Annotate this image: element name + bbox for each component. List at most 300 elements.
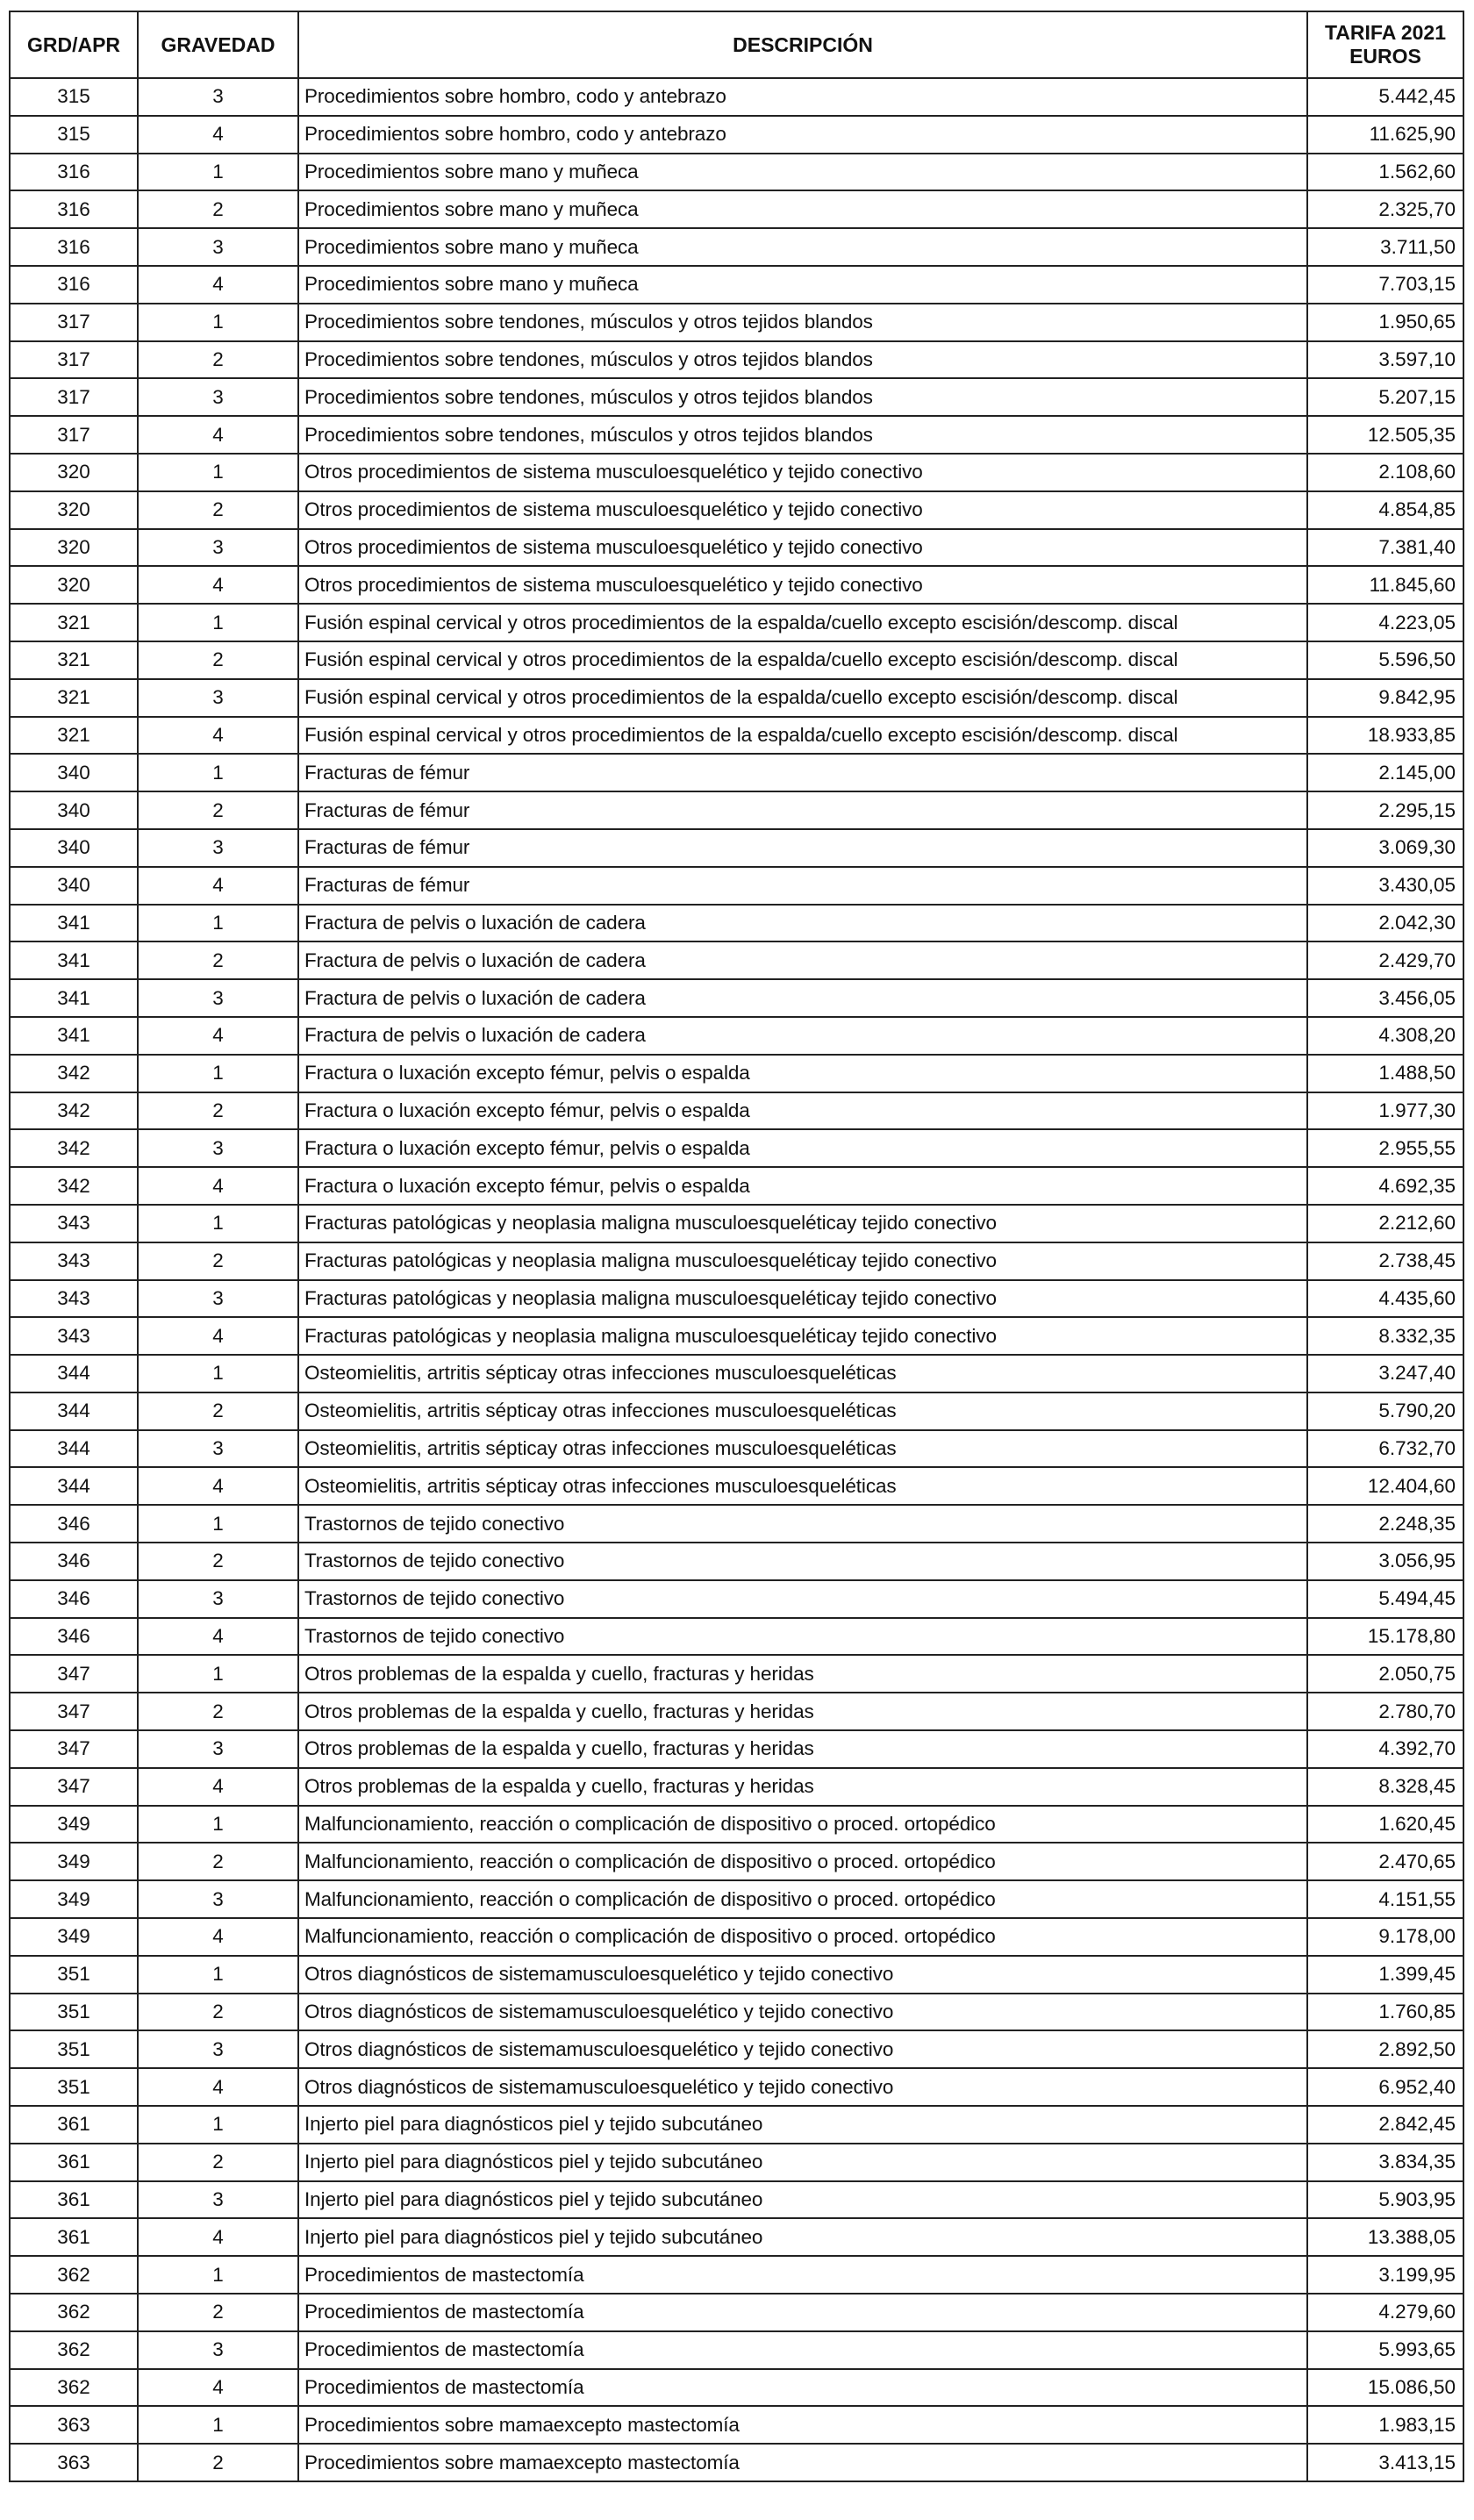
cell-gravedad: 4 <box>138 1918 298 1956</box>
cell-descripcion: Procedimientos sobre mamaexcepto mastectomía <box>298 2406 1307 2444</box>
cell-grd-apr: 340 <box>10 754 138 791</box>
cell-descripcion: Procedimientos de mastectomía <box>298 2369 1307 2407</box>
cell-gravedad: 1 <box>138 1055 298 1092</box>
cell-descripcion: Otros diagnósticos de sistemamusculoesquelético y tejido conectivo <box>298 1994 1307 2031</box>
table-row <box>10 717 1463 755</box>
header-gravedad: GRAVEDAD <box>138 11 298 78</box>
cell-tarifa: 1.950,65 <box>1307 304 1463 341</box>
cell-gravedad: 4 <box>138 2369 298 2407</box>
cell-gravedad: 4 <box>138 1618 298 1656</box>
cell-gravedad: 4 <box>138 1768 298 1806</box>
cell-grd-apr: 343 <box>10 1317 138 1355</box>
cell-grd-apr: 349 <box>10 1918 138 1956</box>
table-row <box>10 2256 1463 2294</box>
cell-descripcion: Procedimientos de mastectomía <box>298 2256 1307 2294</box>
cell-descripcion: Procedimientos sobre mamaexcepto mastectomía <box>298 2444 1307 2481</box>
table-row <box>10 1317 1463 1355</box>
cell-gravedad: 3 <box>138 2030 298 2068</box>
cell-grd-apr: 344 <box>10 1355 138 1392</box>
cell-gravedad: 1 <box>138 905 298 942</box>
cell-tarifa: 1.562,60 <box>1307 154 1463 191</box>
table-row <box>10 1843 1463 1880</box>
cell-grd-apr: 342 <box>10 1055 138 1092</box>
cell-gravedad: 3 <box>138 378 298 416</box>
cell-gravedad: 3 <box>138 2181 298 2219</box>
cell-grd-apr: 347 <box>10 1768 138 1806</box>
table-row <box>10 566 1463 604</box>
cell-descripcion: Fracturas patológicas y neoplasia maligna musculoesqueléticay tejido conectivo <box>298 1242 1307 1280</box>
cell-tarifa: 2.248,35 <box>1307 1505 1463 1543</box>
cell-tarifa: 5.903,95 <box>1307 2181 1463 2219</box>
cell-tarifa: 2.955,55 <box>1307 1129 1463 1167</box>
cell-gravedad: 2 <box>138 1092 298 1130</box>
cell-descripcion: Procedimientos sobre hombro, codo y antebrazo <box>298 78 1307 116</box>
cell-tarifa: 2.108,60 <box>1307 454 1463 491</box>
cell-descripcion: Otros diagnósticos de sistemamusculoesquelético y tejido conectivo <box>298 2030 1307 2068</box>
cell-tarifa: 12.404,60 <box>1307 1467 1463 1505</box>
cell-grd-apr: 341 <box>10 979 138 1017</box>
cell-descripcion: Fracturas de fémur <box>298 754 1307 791</box>
cell-tarifa: 4.279,60 <box>1307 2294 1463 2331</box>
cell-tarifa: 5.790,20 <box>1307 1392 1463 1430</box>
cell-tarifa: 3.834,35 <box>1307 2144 1463 2181</box>
cell-tarifa: 3.413,15 <box>1307 2444 1463 2481</box>
cell-tarifa: 2.145,00 <box>1307 754 1463 791</box>
cell-tarifa: 2.738,45 <box>1307 1242 1463 1280</box>
cell-tarifa: 8.332,35 <box>1307 1317 1463 1355</box>
cell-descripcion: Trastornos de tejido conectivo <box>298 1505 1307 1543</box>
table-row <box>10 378 1463 416</box>
cell-tarifa: 6.952,40 <box>1307 2068 1463 2106</box>
cell-tarifa: 9.178,00 <box>1307 1918 1463 1956</box>
cell-descripcion: Fractura o luxación excepto fémur, pelvis o espalda <box>298 1129 1307 1167</box>
table-row <box>10 1994 1463 2031</box>
header-grd-apr: GRD/APR <box>10 11 138 78</box>
table-row <box>10 1055 1463 1092</box>
table-row <box>10 190 1463 228</box>
table-row <box>10 905 1463 942</box>
cell-descripcion: Otros procedimientos de sistema musculoesquelético y tejido conectivo <box>298 566 1307 604</box>
cell-tarifa: 2.429,70 <box>1307 941 1463 979</box>
cell-grd-apr: 321 <box>10 604 138 641</box>
table-row <box>10 829 1463 867</box>
cell-gravedad: 2 <box>138 791 298 829</box>
table-row <box>10 1167 1463 1205</box>
cell-descripcion: Procedimientos sobre hombro, codo y antebrazo <box>298 116 1307 154</box>
cell-gravedad: 4 <box>138 1317 298 1355</box>
cell-grd-apr: 344 <box>10 1430 138 1468</box>
cell-tarifa: 2.295,15 <box>1307 791 1463 829</box>
cell-gravedad: 3 <box>138 1280 298 1318</box>
cell-gravedad: 1 <box>138 1355 298 1392</box>
cell-tarifa: 1.977,30 <box>1307 1092 1463 1130</box>
cell-gravedad: 2 <box>138 1543 298 1580</box>
cell-gravedad: 1 <box>138 1806 298 1843</box>
table-row <box>10 1806 1463 1843</box>
table-body <box>10 78 1463 2481</box>
cell-descripcion: Procedimientos sobre mano y muñeca <box>298 266 1307 304</box>
cell-grd-apr: 343 <box>10 1280 138 1318</box>
cell-descripcion: Procedimientos sobre tendones, músculos y otros tejidos blandos <box>298 416 1307 454</box>
cell-tarifa: 2.780,70 <box>1307 1693 1463 1730</box>
cell-gravedad: 4 <box>138 1167 298 1205</box>
cell-grd-apr: 342 <box>10 1167 138 1205</box>
cell-gravedad: 3 <box>138 228 298 266</box>
table-row <box>10 341 1463 379</box>
cell-grd-apr: 341 <box>10 905 138 942</box>
cell-descripcion: Fusión espinal cervical y otros procedimientos de la espalda/cuello excepto escisión/descomp. discal <box>298 604 1307 641</box>
cell-grd-apr: 347 <box>10 1693 138 1730</box>
cell-descripcion: Fusión espinal cervical y otros procedimientos de la espalda/cuello excepto escisión/descomp. discal <box>298 679 1307 717</box>
cell-tarifa: 1.620,45 <box>1307 1806 1463 1843</box>
cell-tarifa: 3.199,95 <box>1307 2256 1463 2294</box>
cell-tarifa: 5.207,15 <box>1307 378 1463 416</box>
table-row <box>10 867 1463 905</box>
table-row <box>10 454 1463 491</box>
cell-gravedad: 1 <box>138 1505 298 1543</box>
cell-grd-apr: 316 <box>10 228 138 266</box>
table-row <box>10 1505 1463 1543</box>
table-row <box>10 791 1463 829</box>
table-row <box>10 2144 1463 2181</box>
cell-grd-apr: 362 <box>10 2256 138 2294</box>
cell-gravedad: 4 <box>138 416 298 454</box>
table-row <box>10 2181 1463 2219</box>
cell-descripcion: Otros procedimientos de sistema musculoesquelético y tejido conectivo <box>298 454 1307 491</box>
cell-gravedad: 2 <box>138 1994 298 2031</box>
cell-descripcion: Osteomielitis, artritis sépticay otras infecciones musculoesqueléticas <box>298 1392 1307 1430</box>
cell-descripcion: Fusión espinal cervical y otros procedimientos de la espalda/cuello excepto escisión/descomp. discal <box>298 717 1307 755</box>
cell-gravedad: 1 <box>138 304 298 341</box>
cell-grd-apr: 351 <box>10 2068 138 2106</box>
cell-descripcion: Otros problemas de la espalda y cuello, fracturas y heridas <box>298 1768 1307 1806</box>
cell-descripcion: Otros diagnósticos de sistemamusculoesquelético y tejido conectivo <box>298 1956 1307 1994</box>
cell-grd-apr: 321 <box>10 679 138 717</box>
tariff-table <box>9 11 1464 2482</box>
table-row <box>10 641 1463 679</box>
cell-grd-apr: 363 <box>10 2406 138 2444</box>
cell-tarifa: 4.692,35 <box>1307 1167 1463 1205</box>
cell-tarifa: 4.151,55 <box>1307 1880 1463 1918</box>
cell-gravedad: 1 <box>138 1956 298 1994</box>
cell-gravedad: 2 <box>138 2144 298 2181</box>
cell-descripcion: Trastornos de tejido conectivo <box>298 1580 1307 1618</box>
cell-grd-apr: 342 <box>10 1129 138 1167</box>
cell-grd-apr: 315 <box>10 78 138 116</box>
cell-descripcion: Fractura o luxación excepto fémur, pelvis o espalda <box>298 1092 1307 1130</box>
table-row <box>10 604 1463 641</box>
table-row <box>10 1655 1463 1693</box>
table-row <box>10 116 1463 154</box>
cell-descripcion: Fractura de pelvis o luxación de cadera <box>298 1017 1307 1055</box>
cell-grd-apr: 340 <box>10 867 138 905</box>
cell-descripcion: Trastornos de tejido conectivo <box>298 1618 1307 1656</box>
cell-descripcion: Procedimientos sobre mano y muñeca <box>298 190 1307 228</box>
table-row <box>10 754 1463 791</box>
table-row <box>10 2218 1463 2256</box>
cell-gravedad: 1 <box>138 2406 298 2444</box>
cell-grd-apr: 346 <box>10 1618 138 1656</box>
table-row <box>10 1956 1463 1994</box>
table-row <box>10 2294 1463 2331</box>
cell-descripcion: Fracturas de fémur <box>298 867 1307 905</box>
cell-grd-apr: 317 <box>10 378 138 416</box>
cell-gravedad: 3 <box>138 1430 298 1468</box>
cell-gravedad: 2 <box>138 1693 298 1730</box>
cell-grd-apr: 316 <box>10 154 138 191</box>
cell-gravedad: 3 <box>138 1580 298 1618</box>
cell-gravedad: 2 <box>138 341 298 379</box>
cell-gravedad: 2 <box>138 1242 298 1280</box>
cell-grd-apr: 320 <box>10 454 138 491</box>
table-row <box>10 491 1463 529</box>
table-row <box>10 1355 1463 1392</box>
cell-descripcion: Procedimientos sobre mano y muñeca <box>298 228 1307 266</box>
table-row <box>10 529 1463 567</box>
cell-grd-apr: 316 <box>10 190 138 228</box>
cell-grd-apr: 351 <box>10 1994 138 2031</box>
cell-descripcion: Fractura de pelvis o luxación de cadera <box>298 941 1307 979</box>
cell-grd-apr: 321 <box>10 641 138 679</box>
cell-grd-apr: 343 <box>10 1242 138 1280</box>
table-row <box>10 2406 1463 2444</box>
cell-gravedad: 2 <box>138 2294 298 2331</box>
cell-grd-apr: 317 <box>10 341 138 379</box>
cell-descripcion: Procedimientos de mastectomía <box>298 2294 1307 2331</box>
cell-descripcion: Otros problemas de la espalda y cuello, fracturas y heridas <box>298 1730 1307 1768</box>
cell-tarifa: 11.845,60 <box>1307 566 1463 604</box>
cell-tarifa: 3.430,05 <box>1307 867 1463 905</box>
cell-tarifa: 7.703,15 <box>1307 266 1463 304</box>
cell-descripcion: Malfuncionamiento, reacción o complicación de dispositivo o proced. ortopédico <box>298 1918 1307 1956</box>
cell-gravedad: 1 <box>138 2106 298 2144</box>
cell-grd-apr: 344 <box>10 1392 138 1430</box>
cell-grd-apr: 340 <box>10 791 138 829</box>
header-tarifa-line1: TARIFA 2021 <box>1324 21 1447 44</box>
cell-tarifa: 5.494,45 <box>1307 1580 1463 1618</box>
cell-tarifa: 4.308,20 <box>1307 1017 1463 1055</box>
cell-tarifa: 6.732,70 <box>1307 1430 1463 1468</box>
cell-tarifa: 3.597,10 <box>1307 341 1463 379</box>
cell-gravedad: 3 <box>138 829 298 867</box>
cell-gravedad: 1 <box>138 604 298 641</box>
cell-descripcion: Fracturas de fémur <box>298 791 1307 829</box>
cell-gravedad: 2 <box>138 2444 298 2481</box>
cell-grd-apr: 362 <box>10 2294 138 2331</box>
cell-descripcion: Malfuncionamiento, reacción o complicación de dispositivo o proced. ortopédico <box>298 1843 1307 1880</box>
table-row <box>10 78 1463 116</box>
cell-tarifa: 18.933,85 <box>1307 717 1463 755</box>
cell-tarifa: 15.086,50 <box>1307 2369 1463 2407</box>
cell-tarifa: 12.505,35 <box>1307 416 1463 454</box>
header-tarifa-line2: EUROS <box>1349 45 1421 68</box>
table-row <box>10 1693 1463 1730</box>
cell-tarifa: 5.442,45 <box>1307 78 1463 116</box>
table-row <box>10 416 1463 454</box>
cell-descripcion: Fractura de pelvis o luxación de cadera <box>298 905 1307 942</box>
table-row <box>10 1918 1463 1956</box>
cell-tarifa: 3.056,95 <box>1307 1543 1463 1580</box>
cell-grd-apr: 346 <box>10 1543 138 1580</box>
cell-gravedad: 3 <box>138 1730 298 1768</box>
cell-tarifa: 1.983,15 <box>1307 2406 1463 2444</box>
table-row <box>10 1880 1463 1918</box>
cell-tarifa: 2.042,30 <box>1307 905 1463 942</box>
table-row <box>10 679 1463 717</box>
cell-gravedad: 1 <box>138 754 298 791</box>
cell-grd-apr: 351 <box>10 1956 138 1994</box>
table-row <box>10 1392 1463 1430</box>
cell-gravedad: 2 <box>138 641 298 679</box>
cell-descripcion: Fractura de pelvis o luxación de cadera <box>298 979 1307 1017</box>
cell-tarifa: 13.388,05 <box>1307 2218 1463 2256</box>
table-row <box>10 304 1463 341</box>
table-row <box>10 1430 1463 1468</box>
cell-grd-apr: 317 <box>10 304 138 341</box>
cell-gravedad: 3 <box>138 2331 298 2369</box>
cell-tarifa: 7.381,40 <box>1307 529 1463 567</box>
cell-tarifa: 5.596,50 <box>1307 641 1463 679</box>
table-row <box>10 1730 1463 1768</box>
cell-gravedad: 1 <box>138 154 298 191</box>
cell-descripcion: Fracturas patológicas y neoplasia maligna musculoesqueléticay tejido conectivo <box>298 1280 1307 1318</box>
cell-descripcion: Malfuncionamiento, reacción o complicación de dispositivo o proced. ortopédico <box>298 1880 1307 1918</box>
header-tarifa <box>1307 11 1463 78</box>
cell-descripcion: Fracturas patológicas y neoplasia maligna musculoesqueléticay tejido conectivo <box>298 1205 1307 1242</box>
table-row <box>10 1467 1463 1505</box>
cell-descripcion: Injerto piel para diagnósticos piel y tejido subcutáneo <box>298 2181 1307 2219</box>
table-row <box>10 154 1463 191</box>
cell-tarifa: 15.178,80 <box>1307 1618 1463 1656</box>
table-row <box>10 2068 1463 2106</box>
cell-tarifa: 8.328,45 <box>1307 1768 1463 1806</box>
cell-descripcion: Fractura o luxación excepto fémur, pelvis o espalda <box>298 1055 1307 1092</box>
cell-grd-apr: 361 <box>10 2181 138 2219</box>
cell-gravedad: 1 <box>138 454 298 491</box>
cell-tarifa: 3.711,50 <box>1307 228 1463 266</box>
cell-gravedad: 4 <box>138 116 298 154</box>
table-row <box>10 2369 1463 2407</box>
table-row <box>10 1543 1463 1580</box>
cell-gravedad: 4 <box>138 867 298 905</box>
cell-grd-apr: 361 <box>10 2218 138 2256</box>
cell-tarifa: 3.069,30 <box>1307 829 1463 867</box>
cell-tarifa: 2.892,50 <box>1307 2030 1463 2068</box>
cell-descripcion: Fractura o luxación excepto fémur, pelvis o espalda <box>298 1167 1307 1205</box>
cell-tarifa: 2.212,60 <box>1307 1205 1463 1242</box>
cell-gravedad: 2 <box>138 491 298 529</box>
cell-descripcion: Otros procedimientos de sistema musculoesquelético y tejido conectivo <box>298 491 1307 529</box>
cell-descripcion: Procedimientos de mastectomía <box>298 2331 1307 2369</box>
cell-tarifa: 9.842,95 <box>1307 679 1463 717</box>
cell-tarifa: 4.435,60 <box>1307 1280 1463 1318</box>
cell-gravedad: 4 <box>138 2068 298 2106</box>
cell-grd-apr: 321 <box>10 717 138 755</box>
table-header-row <box>10 11 1463 78</box>
cell-descripcion: Procedimientos sobre mano y muñeca <box>298 154 1307 191</box>
cell-descripcion: Osteomielitis, artritis sépticay otras infecciones musculoesqueléticas <box>298 1355 1307 1392</box>
cell-descripcion: Osteomielitis, artritis sépticay otras infecciones musculoesqueléticas <box>298 1430 1307 1468</box>
cell-grd-apr: 349 <box>10 1843 138 1880</box>
table-row <box>10 1017 1463 1055</box>
cell-gravedad: 1 <box>138 2256 298 2294</box>
cell-tarifa: 1.399,45 <box>1307 1956 1463 1994</box>
cell-gravedad: 2 <box>138 190 298 228</box>
cell-grd-apr: 316 <box>10 266 138 304</box>
table-row <box>10 1092 1463 1130</box>
cell-descripcion: Fracturas patológicas y neoplasia maligna musculoesqueléticay tejido conectivo <box>298 1317 1307 1355</box>
cell-gravedad: 4 <box>138 566 298 604</box>
cell-descripcion: Injerto piel para diagnósticos piel y tejido subcutáneo <box>298 2106 1307 2144</box>
cell-gravedad: 4 <box>138 1017 298 1055</box>
cell-grd-apr: 349 <box>10 1880 138 1918</box>
table-row <box>10 1242 1463 1280</box>
cell-grd-apr: 346 <box>10 1580 138 1618</box>
cell-descripcion: Fracturas de fémur <box>298 829 1307 867</box>
cell-grd-apr: 343 <box>10 1205 138 1242</box>
cell-tarifa: 2.325,70 <box>1307 190 1463 228</box>
cell-gravedad: 3 <box>138 1129 298 1167</box>
cell-grd-apr: 341 <box>10 941 138 979</box>
cell-gravedad: 3 <box>138 679 298 717</box>
table-row <box>10 2106 1463 2144</box>
cell-grd-apr: 351 <box>10 2030 138 2068</box>
cell-tarifa: 3.456,05 <box>1307 979 1463 1017</box>
cell-grd-apr: 342 <box>10 1092 138 1130</box>
cell-descripcion: Injerto piel para diagnósticos piel y tejido subcutáneo <box>298 2144 1307 2181</box>
table-row <box>10 941 1463 979</box>
cell-tarifa: 2.470,65 <box>1307 1843 1463 1880</box>
cell-grd-apr: 320 <box>10 529 138 567</box>
cell-grd-apr: 362 <box>10 2369 138 2407</box>
cell-gravedad: 3 <box>138 979 298 1017</box>
cell-descripcion: Osteomielitis, artritis sépticay otras infecciones musculoesqueléticas <box>298 1467 1307 1505</box>
cell-descripcion: Otros problemas de la espalda y cuello, fracturas y heridas <box>298 1693 1307 1730</box>
cell-grd-apr: 349 <box>10 1806 138 1843</box>
table-row <box>10 1618 1463 1656</box>
table-row <box>10 266 1463 304</box>
cell-grd-apr: 320 <box>10 566 138 604</box>
table-row <box>10 2030 1463 2068</box>
cell-grd-apr: 347 <box>10 1655 138 1693</box>
table-row <box>10 1280 1463 1318</box>
cell-grd-apr: 361 <box>10 2144 138 2181</box>
cell-tarifa: 4.854,85 <box>1307 491 1463 529</box>
cell-descripcion: Procedimientos sobre tendones, músculos y otros tejidos blandos <box>298 304 1307 341</box>
cell-grd-apr: 317 <box>10 416 138 454</box>
cell-gravedad: 4 <box>138 266 298 304</box>
cell-gravedad: 3 <box>138 529 298 567</box>
table-row <box>10 1768 1463 1806</box>
cell-gravedad: 4 <box>138 2218 298 2256</box>
cell-gravedad: 3 <box>138 1880 298 1918</box>
cell-descripcion: Otros problemas de la espalda y cuello, fracturas y heridas <box>298 1655 1307 1693</box>
cell-descripcion: Procedimientos sobre tendones, músculos y otros tejidos blandos <box>298 378 1307 416</box>
cell-descripcion: Procedimientos sobre tendones, músculos y otros tejidos blandos <box>298 341 1307 379</box>
cell-grd-apr: 320 <box>10 491 138 529</box>
table-row <box>10 228 1463 266</box>
cell-grd-apr: 363 <box>10 2444 138 2481</box>
cell-tarifa: 3.247,40 <box>1307 1355 1463 1392</box>
cell-tarifa: 11.625,90 <box>1307 116 1463 154</box>
header-descripcion: DESCRIPCIÓN <box>298 11 1307 78</box>
table-row <box>10 2444 1463 2481</box>
cell-gravedad: 1 <box>138 1655 298 1693</box>
tariff-table-page <box>9 11 1463 2482</box>
table-row <box>10 2331 1463 2369</box>
cell-descripcion: Malfuncionamiento, reacción o complicación de dispositivo o proced. ortopédico <box>298 1806 1307 1843</box>
cell-grd-apr: 341 <box>10 1017 138 1055</box>
